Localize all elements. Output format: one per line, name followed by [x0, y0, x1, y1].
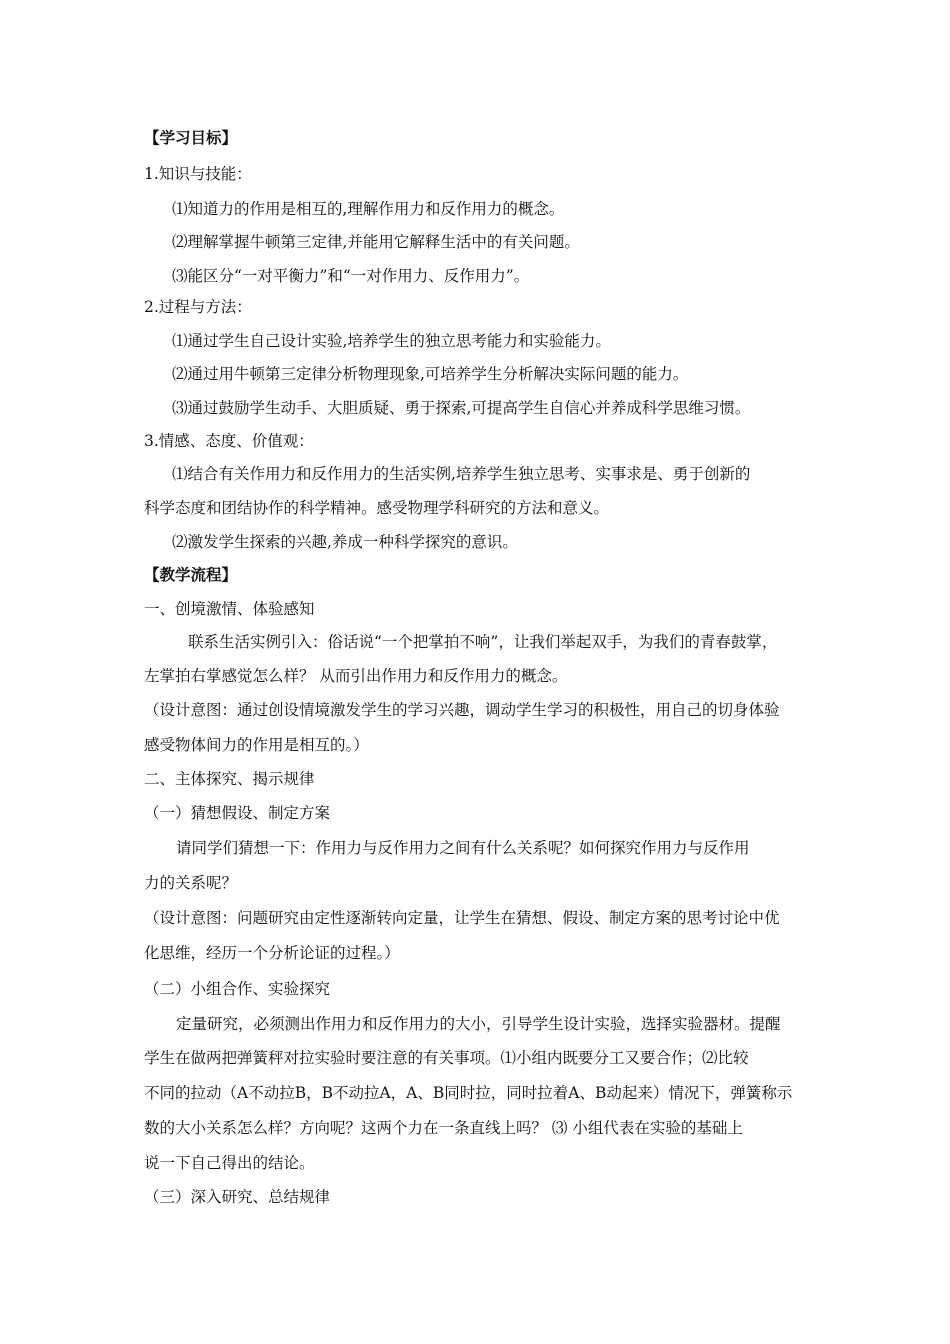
subsection-heading: （三）深入研究、总结规律: [144, 1188, 331, 1206]
paragraph-line: ⑵理解掌握牛顿第三定律,并能用它解释生活中的有关问题。: [172, 233, 580, 251]
paragraph-line: 联系生活实例引入：俗话说“一个把掌拍不响”，让我们举起双手，为我们的青春鼓掌，: [188, 633, 778, 651]
paragraph-line: 力的关系呢？: [144, 874, 238, 892]
paragraph-line: 科学态度和团结协作的科学精神。感受物理学科研究的方法和意义。: [144, 499, 610, 517]
heading-learning-goals: 【学习目标】: [144, 129, 238, 147]
paragraph-line: 数的大小关系怎么样？方向呢？这两个力在一条直线上吗？ ⑶ 小组代表在实验的基础上: [144, 1119, 743, 1137]
section-heading: 二、主体探究、揭示规律: [144, 770, 315, 788]
paragraph-line: ⑴通过学生自己设计实验,培养学生的独立思考能力和实验能力。: [172, 332, 611, 350]
paragraph-line: ⑶通过鼓励学生动手、大胆质疑、勇于探索,可提高学生自信心并养成科学思维习惯。: [172, 399, 751, 417]
subsection-heading: （二）小组合作、实验探究: [144, 980, 331, 998]
paragraph-line: 1.知识与技能：: [144, 165, 252, 183]
paragraph-line: ⑵激发学生探索的兴趣,养成一种科学探究的意识。: [172, 533, 518, 551]
paragraph-line: ⑵通过用牛顿第三定律分析物理现象,可培养学生分析解决实际问题的能力。: [172, 365, 689, 383]
subsection-heading: （一）猜想假设、制定方案: [144, 804, 331, 822]
paragraph-line: 2.过程与方法：: [144, 298, 252, 316]
paragraph-line: 左掌拍右掌感觉怎么样？ 从而引出作用力和反作用力的概念。: [144, 667, 568, 685]
paragraph-line: ⑶能区分“一对平衡力”和“一对作用力、反作用力”。: [172, 267, 530, 285]
paragraph-line: ⑴知道力的作用是相互的,理解作用力和反作用力的概念。: [172, 200, 565, 218]
paragraph-line: 定量研究，必须测出作用力和反作用力的大小，引导学生设计实验，选择实验器材。提醒: [176, 1015, 781, 1033]
heading-teaching-process: 【教学流程】: [144, 566, 238, 584]
paragraph-line: 3.情感、态度、价值观：: [144, 432, 314, 450]
paragraph-line: 感受物体间力的作用是相互的。）: [144, 736, 369, 754]
paragraph-line: （设计意图：通过创设情境激发学生的学习兴趣，调动学生学习的积极性，用自己的切身体验: [144, 701, 780, 719]
paragraph-line: 不同的拉动（A不动拉B，B不动拉A，A、B同时拉，同时拉着A、B动起来）情况下，弹簧称示: [144, 1084, 793, 1102]
paragraph-line: 学生在做两把弹簧秤对拉实验时要注意的有关事项。⑴小组内既要分工又要合作；⑵比较: [144, 1049, 749, 1067]
paragraph-line: 说一下自己得出的结论。: [144, 1154, 315, 1172]
paragraph-line: 请同学们猜想一下：作用力与反作用力之间有什么关系呢？如何探究作用力与反作用: [176, 839, 750, 857]
section-heading: 一、创境激情、体验感知: [144, 600, 315, 618]
paragraph-line: ⑴结合有关作用力和反作用力的生活实例,培养学生独立思考、实事求是、勇于创新的: [172, 465, 751, 483]
paragraph-line: 化思维，经历一个分析论证的过程。）: [144, 944, 400, 962]
paragraph-line: （设计意图：问题研究由定性逐渐转向定量，让学生在猜想、假设、制定方案的思考讨论中优: [144, 909, 780, 927]
